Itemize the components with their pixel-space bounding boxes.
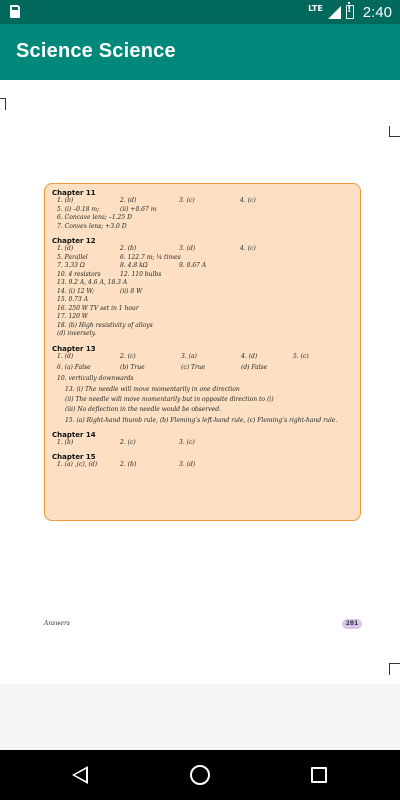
answer-row (52, 223, 353, 232)
answer-cell: (c) True (181, 363, 206, 371)
answer-row (52, 322, 353, 331)
answer-row (52, 279, 353, 288)
signal-icon (328, 6, 341, 19)
answer-cell: (b) True (120, 363, 145, 371)
answer-row (52, 305, 353, 314)
sd-card-icon (10, 5, 20, 18)
answer-cell: 3. (d) (179, 245, 196, 252)
answer-row (52, 288, 353, 297)
chapter-heading: Chapter 12 (52, 237, 96, 245)
chapter-heading: Chapter 15 (52, 453, 96, 461)
crop-mark (389, 663, 400, 664)
chapter-heading: Chapter 13 (52, 344, 96, 353)
answer-text: 13. (i) The needle will move momentarily in one direction (65, 385, 240, 393)
answer-cell: 15. 0.73 A (57, 296, 89, 303)
answer-row (52, 214, 353, 223)
answer-cell: 16. 250 W TV set in 1 hour (57, 304, 139, 312)
answer-cell: 6. 122.7 m; ¼ times (120, 253, 181, 261)
answer-cell: 6. (a) False (57, 363, 91, 371)
back-icon[interactable] (72, 766, 88, 784)
answer-row (52, 375, 353, 386)
answer-row (52, 353, 353, 364)
answer-box (44, 183, 361, 521)
chapter-heading: Chapter 11 (52, 189, 96, 197)
answer-cell: 3. (c) (179, 438, 195, 446)
answer-row (52, 439, 353, 448)
footer-label: Answers (44, 620, 70, 627)
status-bar (0, 0, 400, 24)
answer-cell: 6. Concave lens; –1.25 D (57, 214, 132, 221)
answer-text: (ii) The needle will move momentarily but in opposite direction to (i) (65, 395, 274, 403)
answer-cell: 10. vertically downwards (57, 374, 134, 382)
answer-cell: 17. 120 W (57, 313, 88, 320)
page-gap (0, 684, 400, 750)
answer-row (52, 461, 353, 470)
answer-cell: 1. (d) (57, 245, 74, 252)
answer-cell: 5. (c) (293, 352, 309, 360)
answer-row (52, 206, 353, 215)
answer-cell: 5. (i) –0.18 m; (57, 205, 100, 213)
answer-cell: 3. (a) (181, 352, 197, 360)
answer-row (52, 330, 353, 339)
answer-cell: 2. (b) (120, 245, 137, 252)
answer-cell: 4. (d) (241, 352, 258, 360)
crop-mark (5, 98, 6, 110)
answer-cell: 8. 4.8 kΩ (120, 262, 148, 269)
answer-cell: (ii) 8 W (120, 287, 143, 295)
answer-cell: 2. (b) (120, 461, 137, 468)
page-number-badge: 281 (342, 619, 362, 629)
answer-cell: 2. (c) (120, 352, 136, 360)
answer-cell: 1. (a) ,(c), (d) (57, 461, 98, 468)
answer-cell: 4. (c) (240, 197, 256, 204)
answer-cell: 1. (d) (57, 352, 74, 360)
answer-row (52, 245, 353, 254)
answer-cell: 9. 0.67 A (179, 262, 207, 269)
answer-cell: 1. (b) (57, 438, 74, 446)
app-bar (0, 24, 400, 80)
navigation-bar (0, 750, 400, 800)
answer-row (52, 254, 353, 263)
chapter-heading: Chapter 14 (52, 430, 96, 439)
crop-mark (389, 136, 400, 137)
answer-cell: 3. (d) (179, 461, 196, 468)
battery-alert-icon (346, 5, 354, 19)
crop-mark (389, 663, 390, 675)
answer-cell: 2. (d) (120, 197, 137, 204)
answer-row (52, 296, 353, 305)
clock: 2:40 (362, 3, 392, 21)
answer-text: 15. (a) Right-hand thumb rule, (b) Fleming’s left-hand rule, (c) Fleming’s right-hand rule. (65, 416, 338, 424)
answer-row (52, 197, 353, 206)
recents-icon[interactable] (311, 767, 327, 783)
answer-cell: 2. (c) (120, 438, 136, 446)
answer-cell: 18. (b) High resistivity of alloys (57, 321, 153, 329)
answer-row (52, 364, 353, 375)
answer-cell: 3. (c) (179, 197, 195, 204)
answer-cell: 12. 110 bulbs (120, 270, 162, 278)
answer-cell: 10. 4 resistors (57, 270, 101, 278)
app-title: Science Science (16, 40, 176, 62)
answer-cell: (d) False (241, 363, 268, 371)
answer-row (52, 262, 353, 271)
answer-cell: 7. 3.33 Ω (57, 262, 85, 269)
answer-row (52, 271, 353, 280)
answer-cell: 13. 9.2 A, 4.6 A, 18.3 A (57, 279, 128, 286)
answer-row (52, 313, 353, 322)
answer-cell: 1. (b) (57, 197, 74, 204)
home-icon[interactable] (190, 765, 210, 785)
answer-cell: 7. Convex lens; +3.0 D (57, 222, 127, 230)
answer-cell: (d) inversely. (57, 330, 97, 337)
answer-cell: (ii) +0.67 m (120, 205, 157, 213)
answer-cell: 14. (i) 12 W; (57, 287, 95, 295)
answer-cell: 4. (c) (240, 245, 256, 252)
network-type-label: LTE (308, 3, 323, 13)
crop-mark (389, 126, 390, 136)
answer-cell: 5. Parallel (57, 253, 88, 261)
answer-text: (iii) No deflection in the needle would be observed. (65, 405, 221, 413)
